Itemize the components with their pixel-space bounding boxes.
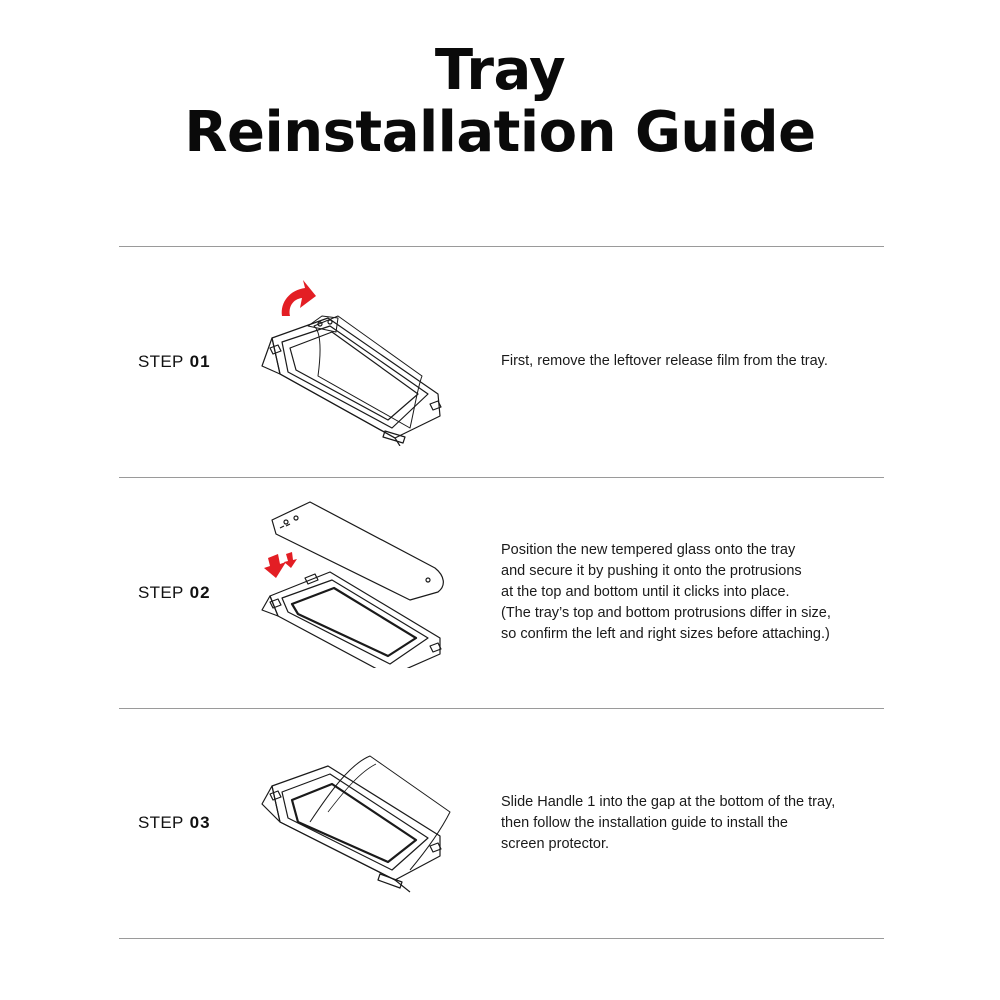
step-2-label [138,583,211,603]
step-number: 03 [189,813,211,832]
step-3-description [501,792,881,855]
step-word: STEP [138,583,184,602]
step-word: STEP [138,813,184,832]
step-1-label [138,352,211,372]
step-3-line-3: screen protector. [501,836,609,852]
step-2-line-4: (The tray’s top and bottom protrusions differ in size, [501,605,831,621]
divider-bottom [119,938,884,939]
step-number: 01 [189,352,211,371]
step-word: STEP [138,352,184,371]
title-line-1: Tray [434,38,566,103]
tray-place-glass-illustration [250,498,460,668]
divider-2 [119,708,884,709]
page-title [0,40,1000,164]
step-3-line-2: then follow the installation guide to install the [501,815,788,831]
step-2-line-3: at the top and bottom until it clicks into place. [501,584,790,600]
step-2-line-1: Position the new tempered glass onto the tray [501,542,796,558]
step-3-line-1: Slide Handle 1 into the gap at the bottom of the tray, [501,794,836,810]
step-1-line-1: First, remove the leftover release film from the tray. [501,353,828,369]
divider-1 [119,477,884,478]
step-2-description [501,540,881,645]
divider-top [119,246,884,247]
step-3-label [138,813,211,833]
tray-remove-film-illustration [250,276,460,446]
tray-slide-handle-illustration [250,752,460,922]
title-line-2: Reinstallation Guide [184,100,816,165]
step-number: 02 [189,583,211,602]
step-2-line-5: so confirm the left and right sizes before attaching.) [501,626,830,642]
step-1-description [501,351,881,372]
step-2-line-2: and secure it by pushing it onto the protrusions [501,563,802,579]
